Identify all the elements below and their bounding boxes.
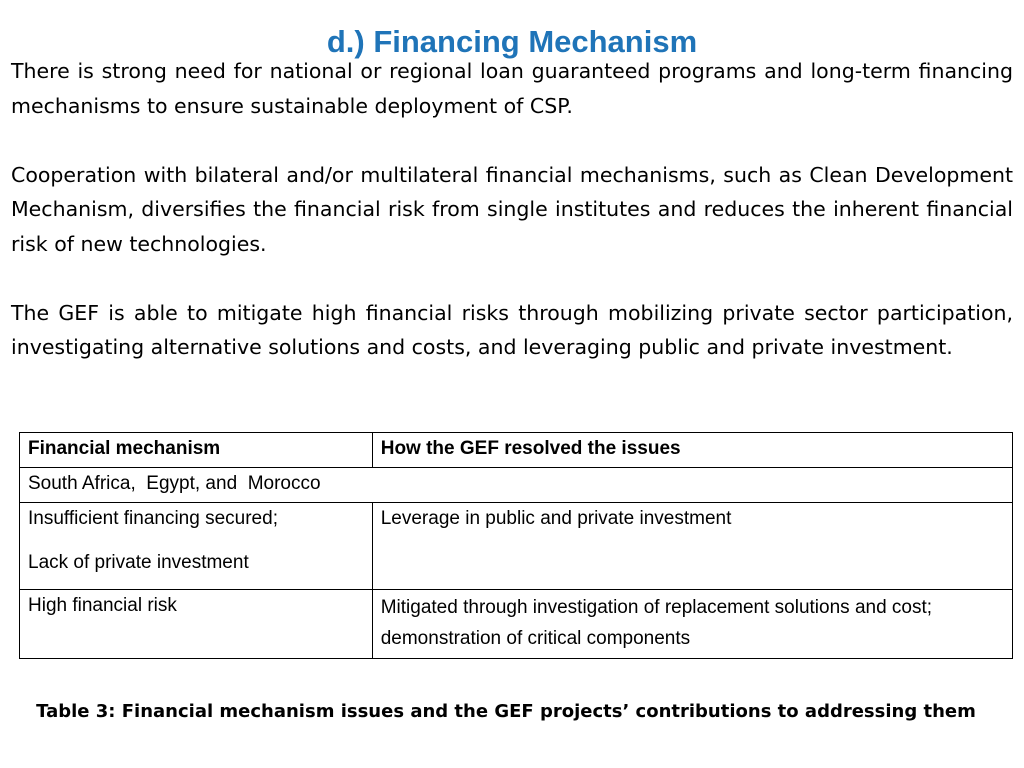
mechanism-line: Insufficient financing secured; [28,508,278,529]
paragraph-loan-guarantee: There is strong need for national or regional loan guaranteed programs and long-term financing mechanisms to ensure sustainable deployment of CSP. [11,59,1013,118]
mechanism-cell [20,590,373,659]
table-header-row [20,433,1013,468]
resolution-cell: Leverage in public and private investment [372,503,1012,590]
header-financial-mechanism: Financial mechanism [20,433,373,468]
body-text [11,54,1013,365]
header-gef-resolution: How the GEF resolved the issues [372,433,1012,468]
paragraph-cooperation: Cooperation with bilateral and/or multilateral financial mechanisms, such as Clean Development Mechanism, diversifies the financial risk from single institutes and reduces the inherent financial risk of new technologies. [11,162,1013,256]
slide-title: d.) Financing Mechanism [326,23,698,59]
mechanism-line: Lack of private investment [28,552,249,573]
table-row [20,503,1013,590]
mechanism-line: High financial risk [28,595,177,616]
resolution-cell: Mitigated through investigation of replacement solutions and cost; demonstration of critical components [372,590,1012,659]
paragraph-gef: The GEF is able to mitigate high financial risks through mobilizing private sector participation, investigating alternative solutions and costs, and leveraging public and private investment. [11,300,1013,359]
financial-mechanism-table [19,432,1013,659]
region-cell: South Africa, Egypt, and Morocco [20,468,1013,503]
mechanism-cell [20,503,373,590]
table-region-row [20,468,1013,503]
table-caption: Table 3: Financial mechanism issues and the GEF projects’ contributions to addressing them [36,701,976,722]
table-row [20,590,1013,659]
